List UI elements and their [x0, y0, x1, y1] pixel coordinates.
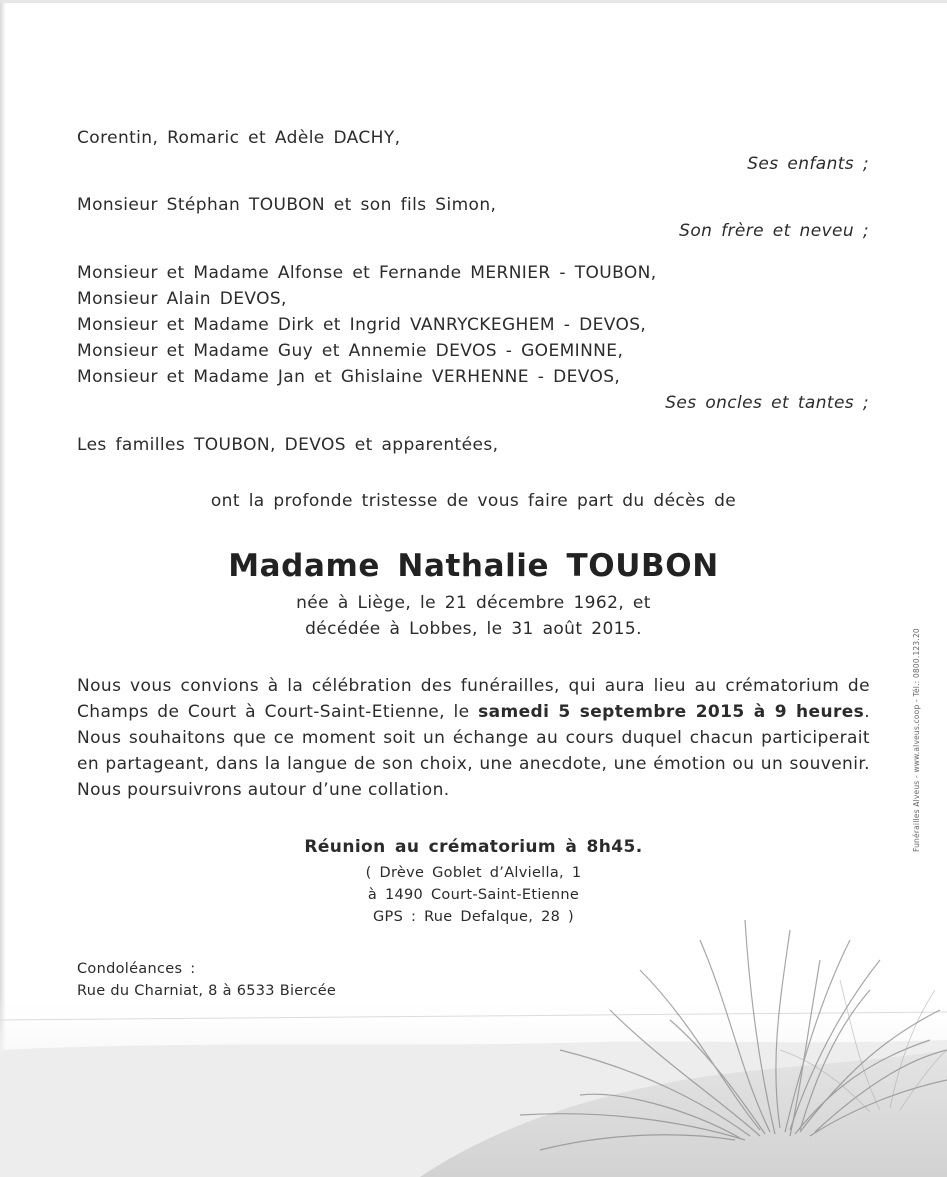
top-border: [0, 0, 947, 3]
ceremony-text-after: . Nous souhaitons que ce moment soit un échange au cours duquel chacun participerait en partageant, dans la langue de son choix, une anecdote, une émotion ou un souvenir. Nous poursuivrons autour d’une collation.: [77, 702, 870, 800]
condolences-label: Condoléances :: [77, 961, 196, 977]
brother-role: Son frère et neveu ;: [679, 221, 869, 241]
deceased-name: Madame Nathalie TOUBON: [228, 548, 719, 584]
uncle-aunt-line: Monsieur et Madame Jan et Ghislaine VERHENNE - DEVOS,: [77, 367, 621, 387]
uncle-aunt-line: Monsieur Alain DEVOS,: [77, 289, 287, 309]
meeting-title: Réunion au crématorium à 8h45.: [304, 837, 643, 857]
families-line: Les familles TOUBON, DEVOS et apparentées,: [77, 435, 499, 455]
uncle-aunt-line: Monsieur et Madame Dirk et Ingrid VANRYCKEGHEM - DEVOS,: [77, 315, 647, 335]
death-line: décédée à Lobbes, le 31 août 2015.: [305, 619, 642, 639]
birth-line: née à Liège, le 21 décembre 1962, et: [296, 593, 651, 613]
meeting-address-line1: ( Drève Goblet d’Alviella, 1: [365, 865, 582, 881]
ceremony-paragraph: [77, 673, 870, 803]
brother-names: Monsieur Stéphan TOUBON et son fils Simon,: [77, 195, 497, 215]
announcement-line: ont la profonde tristesse de vous faire part du décès de: [210, 491, 737, 511]
children-role: Ses enfants ;: [747, 154, 869, 174]
meeting-gps: GPS : Rue Defalque, 28 ): [373, 909, 574, 925]
children-names: Corentin, Romaric et Adèle DACHY,: [77, 128, 401, 148]
uncle-aunt-line: Monsieur et Madame Alfonse et Fernande MERNIER - TOUBON,: [77, 263, 657, 283]
condolences-address: Rue du Charniat, 8 à 6533 Biercée: [77, 983, 337, 999]
ceremony-text-before: Nous vous convions à la célébration des funérailles, qui aura lieu au crématorium de Champs de Court à Court-Saint-Etienne, le: [77, 676, 870, 722]
funeral-home-credit: Funérailles Alveus - www.alveus.coop - Tél.: 0800.123.20: [912, 628, 921, 852]
meeting-address-line2: à 1490 Court-Saint-Etienne: [367, 887, 580, 903]
uncle-aunt-line: Monsieur et Madame Guy et Annemie DEVOS - GOEMINNE,: [77, 341, 624, 361]
uncles-aunts-role: Ses oncles et tantes ;: [665, 393, 869, 413]
ceremony-date: samedi 5 septembre 2015 à 9 heures: [478, 702, 865, 722]
beach-dune-illustration: [0, 900, 947, 1177]
